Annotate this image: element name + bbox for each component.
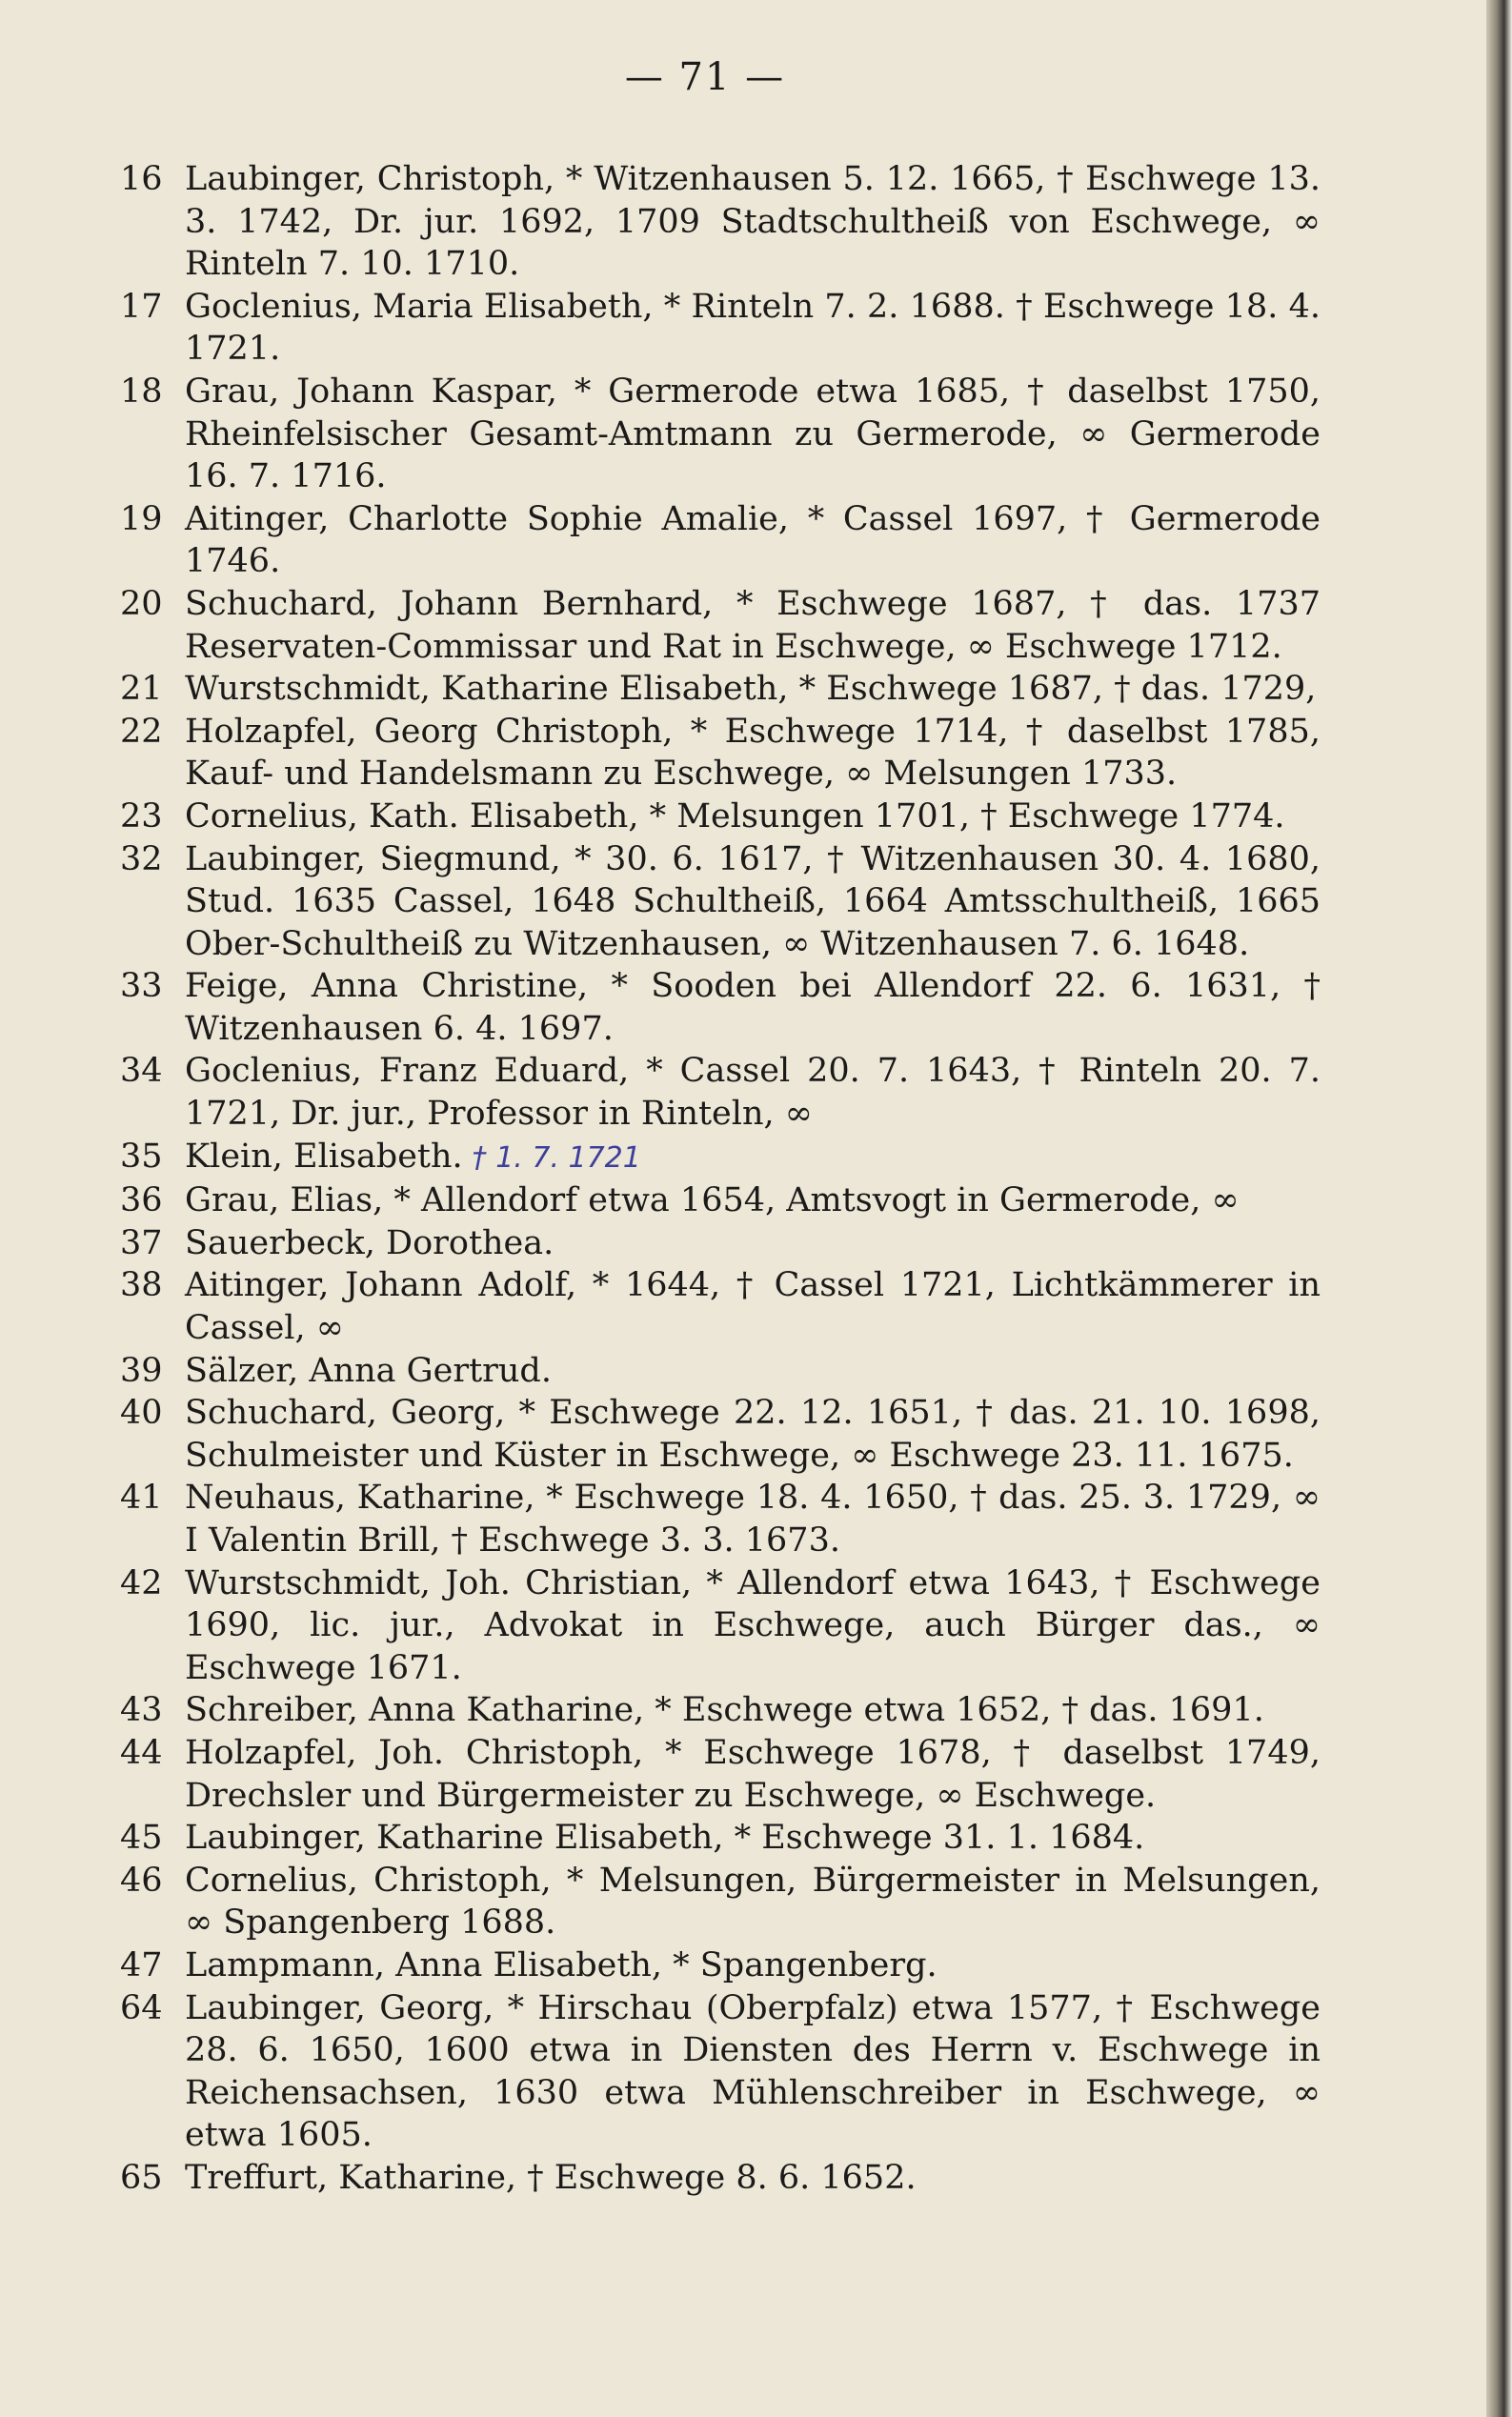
entry-text: Feige, Anna Christine, * Sooden bei Allendorf 22. 6. 1631, † Witzenhausen 6. 4. 1697. xyxy=(185,967,1320,1048)
entry-text: Treffurt, Katharine, † Eschwege 8. 6. 1652. xyxy=(185,2158,917,2197)
entry xyxy=(120,711,1320,796)
entry-number: 65 xyxy=(120,2158,163,2197)
entry xyxy=(120,371,1320,498)
entry-number: 19 xyxy=(120,499,163,538)
entry-text: Schuchard, Johann Bernhard, * Eschwege 1687, † das. 1737 Reservaten-Commissar und Rat in Eschwege, ∞ Eschwege 1712. xyxy=(185,584,1320,666)
entry xyxy=(120,1264,1320,1349)
entry-number: 39 xyxy=(120,1351,163,1390)
entry-text: Wurstschmidt, Joh. Christian, * Allendorf etwa 1643, † Eschwege 1690, lic. jur., Advokat in Eschwege, auch Bürger das., ∞ Eschwege 1671. xyxy=(185,1563,1320,1687)
entry-number: 21 xyxy=(120,670,163,709)
entry-text: Sälzer, Anna Gertrud. xyxy=(185,1351,552,1390)
entry-number: 40 xyxy=(120,1394,163,1433)
entry-number: 34 xyxy=(120,1052,163,1091)
entry-text: Holzapfel, Georg Christoph, * Eschwege 1714, † daselbst 1785, Kauf- und Handelsmann zu Eschwege, ∞ Melsungen 1733. xyxy=(185,712,1320,794)
entry-number: 22 xyxy=(120,712,163,751)
entry-number: 23 xyxy=(120,796,163,836)
entry xyxy=(120,668,1320,711)
entry-text: Cornelius, Christoph, * Melsungen, Bürgermeister in Melsungen, ∞ Spangenberg 1688. xyxy=(185,1861,1320,1943)
entry xyxy=(120,1562,1320,1690)
entry-text: Aitinger, Johann Adolf, * 1644, † Cassel 1721, Lichtkämmerer in Cassel, ∞ xyxy=(185,1266,1320,1348)
entry-number: 20 xyxy=(120,584,163,623)
entry xyxy=(120,796,1320,838)
entry-text: Laubinger, Katharine Elisabeth, * Eschwege 31. 1. 1684. xyxy=(185,1819,1145,1858)
entry-text: Holzapfel, Joh. Christoph, * Eschwege 1678, † daselbst 1749, Drechsler und Bürgermeister zu Eschwege, ∞ Eschwege. xyxy=(185,1733,1320,1815)
entry xyxy=(120,1732,1320,1817)
entry xyxy=(120,158,1320,286)
entry-text: Klein, Elisabeth. xyxy=(185,1137,463,1176)
entry xyxy=(120,1050,1320,1135)
entry xyxy=(120,1817,1320,1860)
entry-number: 44 xyxy=(120,1733,163,1772)
entry-text: Cornelius, Kath. Elisabeth, * Melsungen 1701, † Eschwege 1774. xyxy=(185,796,1285,836)
entry xyxy=(120,2157,1320,2200)
entry-number: 35 xyxy=(120,1137,163,1176)
entry xyxy=(120,1477,1320,1561)
entry-text: Laubinger, Christoph, * Witzenhausen 5. 12. 1665, † Eschwege 13. 3. 1742, Dr. jur. 1692, 1709 Stadtschultheiß von Eschwege, ∞ Rinteln 7. 10. 1710. xyxy=(185,160,1320,284)
entry-number: 47 xyxy=(120,1945,163,1984)
entry-text: Neuhaus, Katharine, * Eschwege 18. 4. 1650, † das. 25. 3. 1729, ∞ I Valentin Brill, † Eschwege 3. 3. 1673. xyxy=(185,1479,1320,1560)
entry-number: 33 xyxy=(120,967,163,1006)
entry-number: 18 xyxy=(120,372,163,411)
entry xyxy=(120,1689,1320,1732)
entry xyxy=(120,965,1320,1050)
entry-text: Laubinger, Georg, * Hirschau (Oberpfalz) etwa 1577, † Eschwege 28. 6. 1650, 1600 etwa in Diensten des Herrn v. Eschwege in Reichensachsen, 1630 etwa Mühlenschreiber in Eschwege, ∞ etwa 1605. xyxy=(185,1988,1320,2155)
entry xyxy=(120,1350,1320,1393)
entry xyxy=(120,1944,1320,1987)
entry-text: Schreiber, Anna Katharine, * Eschwege etwa 1652, † das. 1691. xyxy=(185,1691,1264,1730)
entry-number: 45 xyxy=(120,1819,163,1858)
entry-text: Goclenius, Maria Elisabeth, * Rinteln 7. 2. 1688. † Eschwege 18. 4. 1721. xyxy=(185,287,1320,369)
entry xyxy=(120,498,1320,583)
entry-text: Grau, Elias, * Allendorf etwa 1654, Amtsvogt in Germerode, ∞ xyxy=(185,1181,1240,1220)
entry xyxy=(120,838,1320,966)
genealogy-entry-list xyxy=(120,158,1320,2200)
entry-number: 16 xyxy=(120,160,163,198)
entry-text: Aitinger, Charlotte Sophie Amalie, * Cassel 1697, † Germerode 1746. xyxy=(185,499,1320,581)
entry-text: Laubinger, Siegmund, * 30. 6. 1617, † Witzenhausen 30. 4. 1680, Stud. 1635 Cassel, 1648 Schultheiß, 1664 Amtsschultheiß, 1665 Ober-Schultheiß zu Witzenhausen, ∞ Witzenhausen 7. 6. 1648. xyxy=(185,839,1320,963)
entry-text: Schuchard, Georg, * Eschwege 22. 12. 1651, † das. 21. 10. 1698, Schulmeister und Küster in Eschwege, ∞ Eschwege 23. 11. 1675. xyxy=(185,1394,1320,1475)
entry-number: 32 xyxy=(120,839,163,878)
entry-text: Grau, Johann Kaspar, * Germerode etwa 1685, † daselbst 1750, Rheinfelsischer Gesamt-Amtmann zu Germerode, ∞ Germerode 16. 7. 1716. xyxy=(185,372,1320,496)
entry-number: 41 xyxy=(120,1479,163,1518)
entry xyxy=(120,1222,1320,1265)
entry-text: Sauerbeck, Dorothea. xyxy=(185,1223,554,1262)
entry-text: Lampmann, Anna Elisabeth, * Spangenberg. xyxy=(185,1945,937,1984)
entry-number: 38 xyxy=(120,1266,163,1305)
entry-number: 64 xyxy=(120,1988,163,2027)
entry xyxy=(120,1860,1320,1944)
entry-number: 17 xyxy=(120,287,163,326)
entry-text: Wurstschmidt, Katharine Elisabeth, * Eschwege 1687, † das. 1729, xyxy=(185,670,1317,709)
page-number: — 71 — xyxy=(624,55,786,99)
entry-text: Goclenius, Franz Eduard, * Cassel 20. 7. 1643, † Rinteln 20. 7. 1721, Dr. jur., Professor in Rinteln, ∞ xyxy=(185,1052,1320,1134)
entry xyxy=(120,1136,1320,1180)
book-spine-edge xyxy=(1486,0,1512,2417)
entry xyxy=(120,1987,1320,2157)
entry-number: 42 xyxy=(120,1563,163,1602)
entry xyxy=(120,286,1320,371)
entry xyxy=(120,1392,1320,1477)
handwritten-note: † 1. 7. 1721 xyxy=(472,1140,641,1175)
entry-number: 36 xyxy=(120,1181,163,1220)
entry-number: 43 xyxy=(120,1691,163,1730)
entry-number: 37 xyxy=(120,1223,163,1262)
entry xyxy=(120,583,1320,668)
entry xyxy=(120,1179,1320,1222)
entry-number: 46 xyxy=(120,1861,163,1900)
